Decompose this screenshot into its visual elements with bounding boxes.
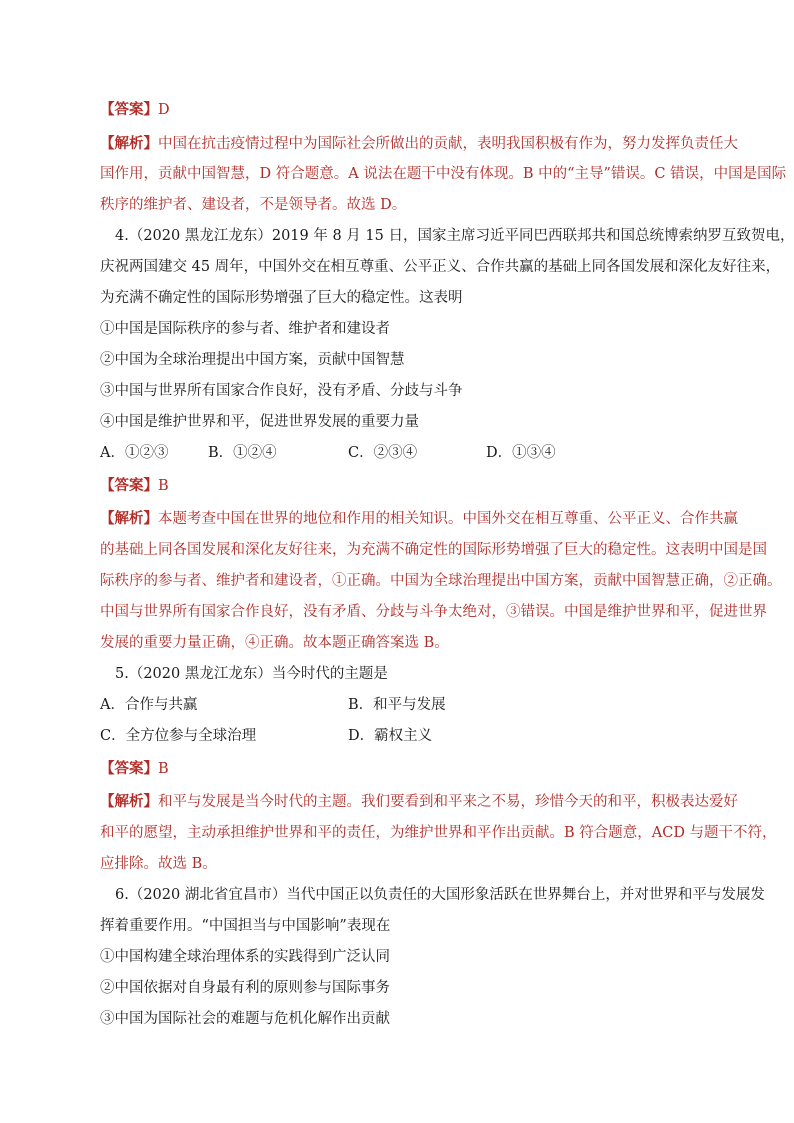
answer-tag: 【答案】 [100, 478, 158, 494]
q5-analysis-line: 和平的愿望，主动承担维护世界和平的责任，为维护世界和平作出贡献。B 符合题意，ACD 与题干不符， [100, 825, 777, 841]
q5-option-c: C．全方位参与全球治理 [100, 728, 257, 744]
q4-item: ④中国是维护世界和平，促进世界发展的重要力量 [100, 414, 419, 430]
analysis-tag: 【解析】 [100, 794, 158, 810]
q6-item: ③中国为国际社会的难题与危机化解作出贡献 [100, 1011, 390, 1027]
analysis-tag: 【解析】 [100, 511, 158, 527]
q6-stem-line: 6.（2020 湖北省宜昌市）当代中国正以负责任的大国形象活跃在世界舞台上，并对世界和平与发展发 [115, 887, 765, 903]
q4-stem-line: 为充满不确定性的国际形势增强了巨大的稳定性。这表明 [100, 290, 463, 306]
q4-stem-line: 4.（2020 黑龙江龙东）2019 年 8 月 15 日，国家主席习近平同巴西联邦共和国总统博索纳罗互致贺电， [115, 228, 794, 244]
answer-tag: 【答案】 [100, 102, 158, 118]
q5-answer [100, 759, 169, 779]
q5-option-a: A．合作与共赢 [100, 697, 198, 713]
q4-analysis-line: 发展的重要力量正确，④正确。故本题正确答案选 B。 [100, 635, 449, 651]
q4-option-a: A．①②③ [100, 445, 169, 461]
q6-item: ②中国依据对自身最有利的原则参与国际事务 [100, 980, 390, 996]
q5-stem: 5.（2020 黑龙江龙东）当今时代的主题是 [115, 666, 388, 682]
q4-item: ②中国为全球治理提出中国方案，贡献中国智慧 [100, 352, 405, 368]
q3-answer [100, 100, 170, 120]
q4-stem-line: 庆祝两国建交 45 周年，中国外交在相互尊重、公平正义、合作共赢的基础上同各国发展和深化友好往来， [100, 259, 781, 275]
q3-analysis-line: 【解析】中国在抗击疫情过程中为国际社会所做出的贡献，表明我国积极有作为，努力发挥负责任大 [100, 136, 738, 152]
q5-option-d: D．霸权主义 [348, 728, 433, 744]
q3-analysis-line: 秩序的维护者、建设者，不是领导者。故选 D。 [100, 197, 407, 213]
q4-analysis-line: 的基础上同各国发展和深化友好往来，为充满不确定性的国际形势增强了巨大的稳定性。这表明中国是国 [100, 542, 767, 558]
analysis-tag: 【解析】 [100, 136, 158, 152]
q5-analysis-line: 应排除。故选 B。 [100, 856, 217, 872]
answer-value: B [158, 761, 169, 777]
q5-option-b: B．和平与发展 [348, 697, 446, 713]
q5-analysis-line: 【解析】和平与发展是当今时代的主题。我们要看到和平来之不易，珍惜今天的和平，积极表达爱好 [100, 794, 738, 810]
q4-item: ③中国与世界所有国家合作良好，没有矛盾、分歧与斗争 [100, 383, 463, 399]
q6-item: ①中国构建全球治理体系的实践得到广泛认同 [100, 949, 390, 965]
answer-tag: 【答案】 [100, 761, 158, 777]
q4-option-d: D．①③④ [486, 445, 556, 461]
answer-value: D [158, 102, 170, 118]
q6-stem-line: 挥着重要作用。“中国担当与中国影响”表现在 [100, 918, 391, 934]
q4-item: ①中国是国际秩序的参与者、维护者和建设者 [100, 321, 390, 337]
answer-value: B [158, 478, 169, 494]
q3-analysis-line: 国作用，贡献中国智慧，D 符合题意。A 说法在题干中没有体现。B 中的“主导”错误。C 错误，中国是国际 [100, 166, 787, 182]
q4-analysis-line: 中国与世界所有国家合作良好，没有矛盾、分歧与斗争太绝对，③错误。中国是维护世界和平，促进世界 [100, 604, 767, 620]
q4-analysis-line: 【解析】本题考查中国在世界的地位和作用的相关知识。中国外交在相互尊重、公平正义、合作共赢 [100, 511, 738, 527]
q4-option-c: C．②③④ [348, 445, 418, 461]
q4-analysis-line: 际秩序的参与者、维护者和建设者，①正确。中国为全球治理提出中国方案，贡献中国智慧正确，②正确。 [100, 573, 782, 589]
q4-option-b: B．①②④ [208, 445, 277, 461]
q4-answer [100, 476, 169, 496]
